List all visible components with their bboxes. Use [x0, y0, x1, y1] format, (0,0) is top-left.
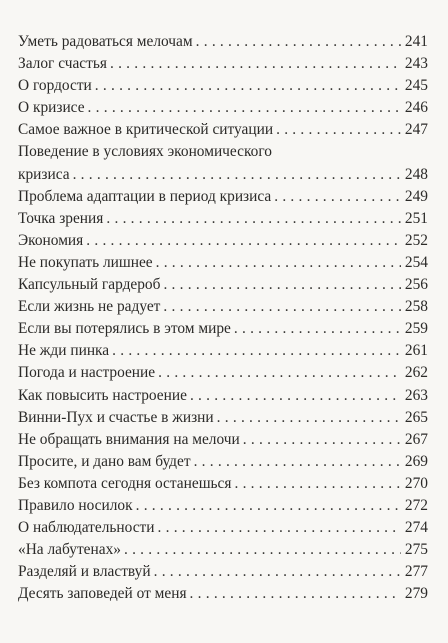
toc-entry-title: Погода и настроение	[18, 364, 156, 382]
toc-entry-title: Просите, и дано вам будет	[18, 452, 191, 470]
toc-entry	[18, 230, 428, 252]
toc-entry-title: Не покупать лишнее	[18, 253, 153, 271]
dot-leader	[274, 186, 401, 208]
toc-entry	[18, 252, 428, 274]
toc-entry	[18, 539, 428, 561]
toc-entry	[18, 208, 428, 230]
dot-leader	[194, 451, 401, 473]
toc-entry-page: 249	[404, 187, 428, 205]
toc-entry-title: Проблема адаптации в период кризиса	[18, 187, 272, 205]
dot-leader	[106, 208, 401, 230]
dot-leader	[73, 164, 401, 186]
toc-entry-title: «На лабутенах»	[18, 541, 121, 559]
toc-entry	[18, 318, 428, 340]
toc-entry	[18, 119, 428, 141]
dot-leader	[112, 340, 401, 362]
toc-entry-page: 241	[404, 33, 428, 50]
dot-leader	[163, 296, 401, 318]
toc-entry-title: Самое важное в критической ситуации	[18, 121, 274, 139]
toc-entry-title-line2: кризиса	[18, 165, 70, 183]
toc-entry-page: 267	[404, 430, 428, 448]
dot-leader	[158, 517, 401, 539]
toc-entry	[18, 583, 428, 605]
toc-entry	[18, 429, 428, 451]
dot-leader	[217, 407, 401, 429]
dot-leader	[86, 230, 401, 252]
dot-leader	[234, 318, 401, 340]
dot-leader	[136, 495, 401, 517]
toc-entry-page: 274	[404, 519, 428, 537]
toc-entry	[18, 517, 428, 539]
toc-entry	[18, 75, 428, 97]
toc-entry	[18, 495, 428, 517]
toc-entry-page: 254	[404, 253, 428, 271]
dot-leader	[234, 473, 401, 495]
toc-entry	[18, 561, 428, 583]
toc-entry-page: 261	[404, 342, 428, 360]
dot-leader	[163, 274, 401, 296]
dot-leader	[95, 75, 401, 97]
toc-entry-page: 272	[404, 496, 428, 514]
toc-entry-page: 263	[404, 386, 428, 404]
toc-entry-page: 259	[404, 320, 428, 338]
dot-leader	[124, 539, 401, 561]
toc-entry-page: 270	[404, 474, 428, 492]
toc-entry	[18, 53, 428, 75]
toc-entry-page: 277	[404, 563, 428, 581]
toc-entry-title: Разделяй и властвуй	[18, 563, 151, 581]
toc-entry	[18, 407, 428, 429]
dot-leader	[276, 119, 401, 141]
toc-entry-title: Капсульный гардероб	[18, 276, 161, 294]
toc-entry-title: О кризисе	[18, 99, 85, 117]
toc-entry	[18, 473, 428, 495]
toc-entry-page: 279	[404, 585, 428, 603]
dot-leader	[154, 561, 401, 583]
toc-entry-title: О гордости	[18, 77, 92, 95]
toc-entry-page: 256	[404, 276, 428, 294]
toc-entry-title: О наблюдательности	[18, 519, 155, 537]
toc-entry-page: 251	[404, 209, 428, 227]
toc-entry-page: 252	[404, 231, 428, 249]
toc-entry	[18, 296, 428, 318]
toc-entry-title: Уметь радоваться мелочам	[18, 33, 193, 50]
toc-entry-title: Точка зрения	[18, 209, 104, 227]
dot-leader	[190, 583, 401, 605]
dot-leader	[190, 385, 401, 407]
toc-entry-title: Как повысить настроение	[18, 386, 187, 404]
toc-entry-page: 247	[404, 121, 428, 139]
toc-entry-title: Без компота сегодня останешься	[18, 474, 232, 492]
dot-leader	[110, 53, 401, 75]
toc-entry	[18, 385, 428, 407]
toc-entry-title: Десять заповедей от меня	[18, 585, 187, 603]
toc-entry-page: 246	[404, 99, 428, 117]
toc-entry-page: 269	[404, 452, 428, 470]
toc-entry-title: Если вы потерялись в этом мире	[18, 320, 231, 338]
toc-entry-page: 248	[404, 165, 428, 183]
dot-leader	[156, 252, 401, 274]
toc-entry	[18, 340, 428, 362]
toc-entry-title: Правило носилок	[18, 496, 133, 514]
toc-entry-page: 275	[404, 541, 428, 559]
toc-entry-title: Не жди пинка	[18, 342, 110, 360]
toc-entry	[18, 451, 428, 473]
toc-entry	[18, 141, 428, 185]
toc-entry	[18, 31, 428, 53]
toc-entry	[18, 362, 428, 384]
toc-entry-title: Винни-Пух и счастье в жизни	[18, 408, 214, 426]
toc-entry-title-line1: Поведение в условиях экономического	[18, 143, 272, 161]
dot-leader	[88, 97, 401, 119]
toc-entry-title: Залог счастья	[18, 55, 107, 73]
toc-entry	[18, 186, 428, 208]
toc-entry	[18, 274, 428, 296]
dot-leader	[158, 362, 401, 384]
toc-entry-page: 243	[404, 55, 428, 73]
toc-entry-page: 258	[404, 298, 428, 316]
dot-leader	[196, 31, 401, 53]
toc-entry	[18, 97, 428, 119]
toc-entry-title: Не обращать внимания на мелочи	[18, 430, 240, 448]
toc-entry-page: 245	[404, 77, 428, 95]
toc-entry-page: 262	[404, 364, 428, 382]
toc-entry-page: 265	[404, 408, 428, 426]
table-of-contents	[18, 31, 428, 605]
dot-leader	[243, 429, 401, 451]
toc-entry-title: Если жизнь не радует	[18, 298, 161, 316]
toc-entry-title: Экономия	[18, 231, 84, 249]
